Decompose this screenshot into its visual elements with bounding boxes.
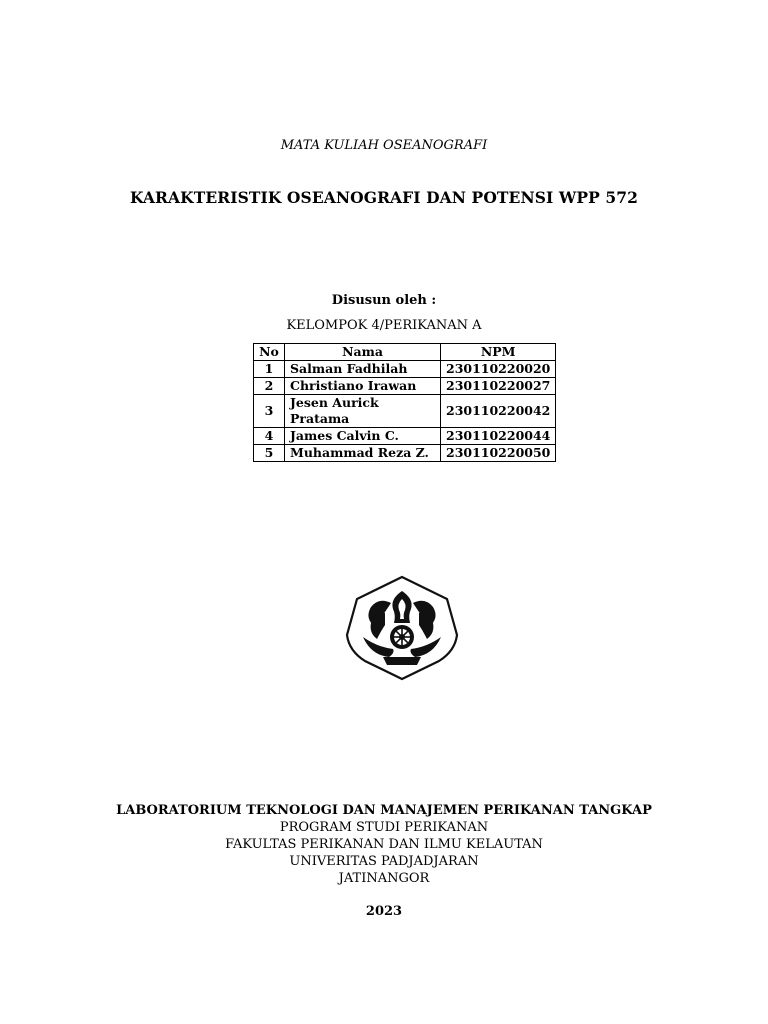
report-title: KARAKTERISTIK OSEANOGRAFI DAN POTENSI WPP 572 (129, 188, 639, 207)
university-emblem-icon (343, 573, 461, 683)
table-row (254, 428, 556, 445)
authored-by-label: Disusun oleh : (331, 293, 437, 308)
cell-name: Muhammad Reza Z. (285, 445, 441, 462)
cell-npm: 230110220027 (441, 378, 556, 395)
city-name: JATINANGOR (338, 871, 430, 886)
table-row (254, 361, 556, 378)
cell-name: Christiano Irawan (285, 378, 441, 395)
university-name: UNIVERITAS PADJADJARAN (289, 854, 479, 869)
cell-no: 2 (254, 378, 285, 395)
cell-npm: 230110220042 (441, 395, 556, 428)
laboratory-name: LABORATORIUM TEKNOLOGI DAN MANAJEMEN PERIKANAN TANGKAP (116, 803, 652, 818)
cell-name: Salman Fadhilah (285, 361, 441, 378)
course-name: MATA KULIAH OSEANOGRAFI (280, 138, 488, 153)
table-row (254, 395, 556, 428)
cell-no: 1 (254, 361, 285, 378)
members-table (253, 343, 556, 462)
year: 2023 (365, 904, 403, 919)
table-header-row (254, 344, 556, 361)
column-header-npm: NPM (441, 344, 556, 361)
cell-npm: 230110220044 (441, 428, 556, 445)
cell-npm: 230110220020 (441, 361, 556, 378)
cell-name: James Calvin C. (285, 428, 441, 445)
cell-no: 5 (254, 445, 285, 462)
cell-no: 4 (254, 428, 285, 445)
faculty-name: FAKULTAS PERIKANAN DAN ILMU KELAUTAN (225, 837, 543, 852)
cell-name: Jesen Aurick Pratama (285, 395, 441, 428)
cell-no: 3 (254, 395, 285, 428)
group-name: KELOMPOK 4/PERIKANAN A (286, 318, 482, 333)
table-row (254, 445, 556, 462)
table-row (254, 378, 556, 395)
column-header-name: Nama (285, 344, 441, 361)
study-program: PROGRAM STUDI PERIKANAN (279, 820, 489, 835)
column-header-no: No (254, 344, 285, 361)
cell-npm: 230110220050 (441, 445, 556, 462)
